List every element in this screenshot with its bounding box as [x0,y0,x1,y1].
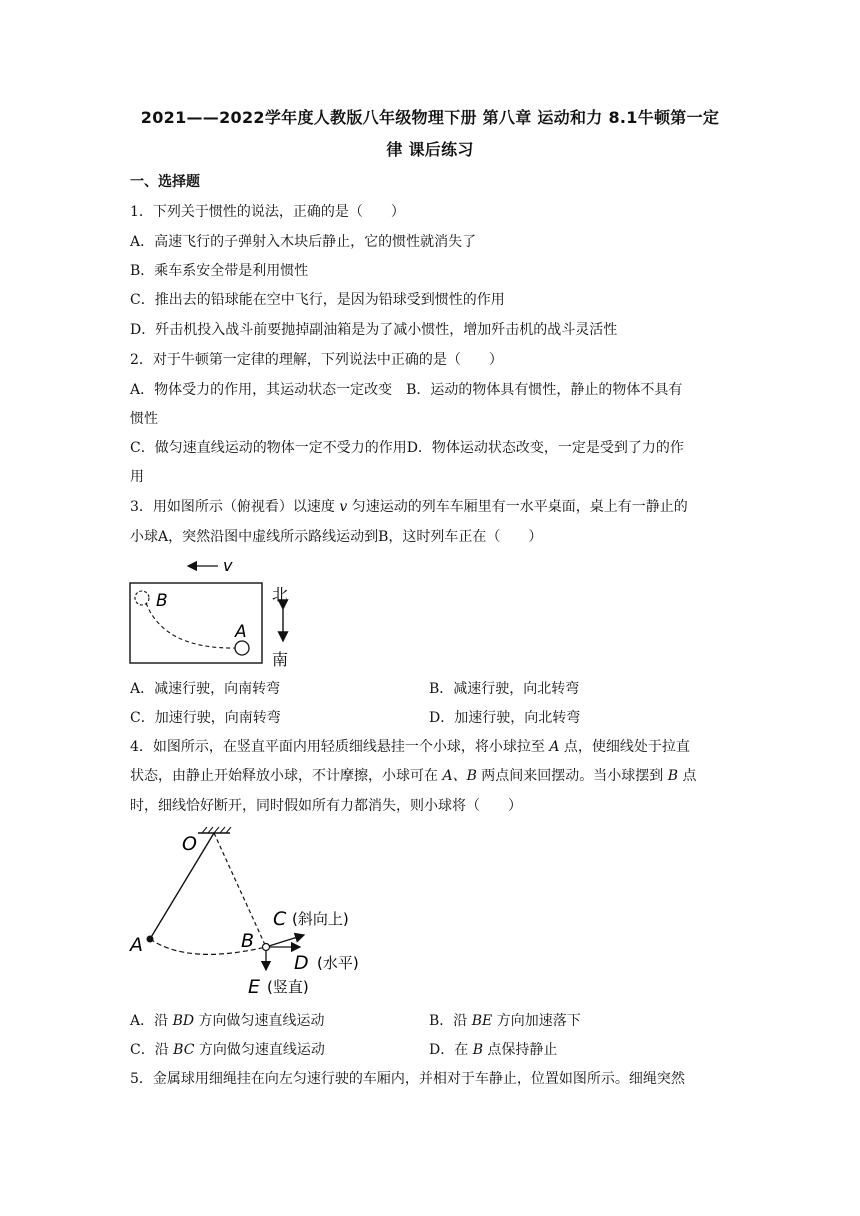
q1-option-d: D．歼击机投入战斗前要抛掉副油箱是为了减小惯性，增加歼击机的战斗灵活性 [130,322,618,338]
q4-point-b: B [667,768,679,784]
ceiling-hatch [202,827,231,833]
q3-stem-line1 [130,497,688,517]
q4-option-b [429,1011,581,1031]
q4-option-c-symbol: BC [173,1042,195,1058]
q4-option-d-text: D．在 [429,1042,473,1058]
q4-stem-text: 状态，由静止开始释放小球，不计摩擦，小球可在 [130,768,443,784]
q4-option-c [130,1040,325,1060]
q2-options-ab-cont: 惯性 [130,411,158,427]
q3-stem-text: 3．用如图所示（俯视看）以速度 [130,499,340,515]
document-title [120,102,740,166]
q4-option-a-text: A．沿 [130,1013,173,1029]
q3-train-diagram [128,553,308,671]
title-line-2: 律 课后练习 [386,140,474,159]
q2-options-cd-cont: 用 [130,469,144,485]
q4-option-d [429,1040,557,1060]
south-label: 南 [272,650,289,669]
q4-stem-line3: 时，细线恰好断开，同时假如所有力都消失，则小球将（ ） [130,798,522,814]
q2-stem: 2．对于牛顿第一定律的理解，下列说法中正确的是（ ） [130,352,503,368]
point-e-note: (竖直) [267,978,309,996]
q4-pendulum-diagram [128,825,378,1000]
point-b-label: B [241,930,255,952]
q2-options-ab: A．物体受力的作用，其运动状态一定改变 B．运动的物体具有惯性，静止的物体不具有 [130,382,683,398]
q3-option-b: B．减速行驶，向北转弯 [429,681,580,697]
q3-velocity-symbol: v [339,499,348,515]
q4-option-b-text: B．沿 [429,1013,472,1029]
q4-option-b-text: 方向加速落下 [492,1013,581,1029]
point-c-note: (斜向上) [292,910,349,928]
q4-stem-line2 [130,766,697,786]
q4-option-d-text: 点保持静止 [482,1042,558,1058]
section-heading: 一、选择题 [130,174,200,190]
point-d-note: (水平) [317,954,359,972]
q3-option-d: D．加速行驶，向北转弯 [429,710,581,726]
point-d-label: D [294,952,309,974]
ball-at-b [263,944,270,951]
q1-option-c: C．推出去的铅球能在空中飞行，是因为铅球受到惯性的作用 [130,292,505,308]
q4-option-a-symbol: BD [172,1013,195,1029]
q4-stem-text: 点，使细线处于拉直 [559,739,690,755]
q4-stem-text: 两点间来回摆动。当小球摆到 [476,768,668,784]
q4-option-c-text: 方向做匀速直线运动 [194,1042,325,1058]
q3-option-a: A．减速行驶，向南转弯 [130,681,281,697]
title-line-1: 2021——2022学年度人教版八年级物理下册 第八章 运动和力 8.1牛顿第一定 [140,108,720,127]
point-e-label: E [248,976,261,998]
q3-stem-line2: 小球A，突然沿图中虚线所示路线运动到B，这时列车正在（ ） [130,529,543,545]
q4-option-d-symbol: B [472,1042,483,1058]
q3-option-c: C．加速行驶，向南转弯 [130,710,281,726]
point-b-label: B [156,591,168,611]
point-a-label: A [235,622,247,642]
q4-stem-text: 点 [678,768,697,784]
string-at-b [214,833,266,947]
q1-option-a: A．高速飞行的子弹射入木块后静止，它的惯性就消失了 [130,234,477,250]
point-c-label: C [273,908,287,930]
ball-at-a [147,936,154,943]
q2-options-cd: C．做匀速直线运动的物体一定不受力的作用D．物体运动状态改变，一定是受到了力的作 [130,440,684,456]
north-label: 北 [272,585,289,604]
point-a-label: A [130,934,143,956]
ball-position-b [135,591,149,605]
q4-point-a: A [549,739,560,755]
q4-option-a [130,1011,325,1031]
q4-stem-text: 4．如图所示，在竖直平面内用轻质细线悬挂一个小球，将小球拉至 [130,739,550,755]
q4-stem-line1 [130,737,690,757]
q1-option-b: B．乘车系安全带是利用惯性 [130,263,309,279]
ball-position-a [235,641,249,655]
q4-option-b-symbol: BE [471,1013,493,1029]
q3-stem-text: 匀速运动的列车车厢里有一水平桌面，桌上有一静止的 [347,499,688,515]
q1-stem: 1．下列关于惯性的说法，正确的是（ ） [130,204,405,220]
velocity-label: v [223,556,233,575]
q4-option-c-text: C．沿 [130,1042,174,1058]
point-o-label: O [182,833,197,855]
q4-option-a-text: 方向做匀速直线运动 [194,1013,325,1029]
arrow-c [269,935,304,946]
q5-stem-line1: 5．金属球用细绳挂在向左匀速行驶的车厢内，并相对于车静止，位置如图所示。细绳突然 [130,1071,685,1087]
q4-points-ab: A、B [442,768,477,784]
